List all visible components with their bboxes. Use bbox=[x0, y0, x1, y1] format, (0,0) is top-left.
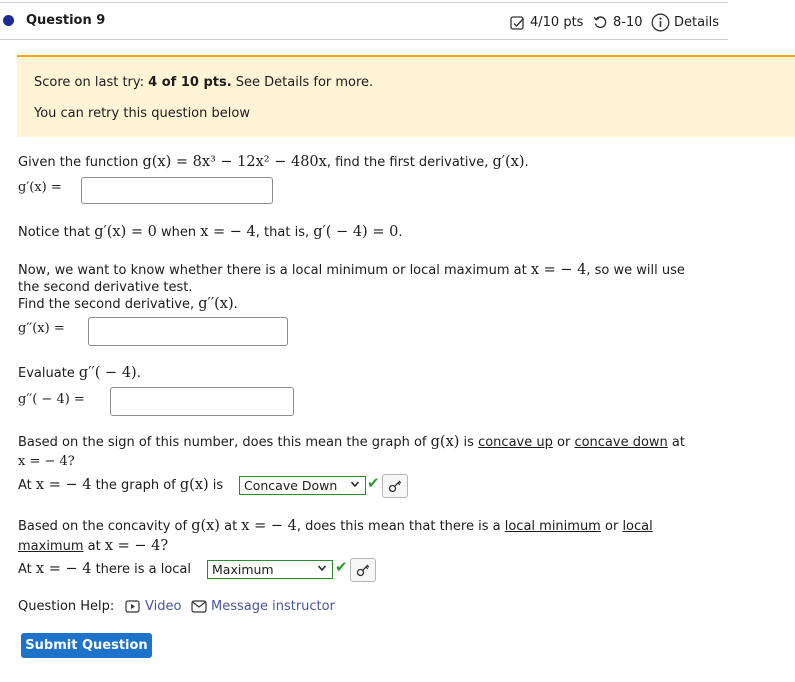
concavity-select[interactable] bbox=[239, 476, 366, 495]
notice-text: Notice that g′(x) = 0 when x = − 4, that is, g′( − 4) = 0. bbox=[18, 224, 403, 240]
prompt-second-derivative: Find the second derivative, g′′(x). bbox=[18, 296, 238, 312]
header-top-divider bbox=[0, 2, 728, 3]
points-display: 4/10 pts bbox=[530, 15, 584, 30]
header-bottom-divider bbox=[0, 39, 728, 40]
first-derivative-input[interactable] bbox=[81, 177, 273, 204]
retry-icon bbox=[593, 15, 608, 34]
details-link[interactable]: Details bbox=[674, 15, 720, 30]
extremum-question-cont: maximum at x = − 4? bbox=[18, 538, 169, 554]
first-derivative-label: g′(x) = bbox=[18, 180, 62, 195]
prompt-evaluate: Evaluate g′′( − 4). bbox=[18, 365, 141, 381]
concavity-select-value: Concave Down bbox=[244, 478, 338, 493]
key-button[interactable] bbox=[382, 474, 408, 498]
retry-notice: You can retry this question below bbox=[34, 106, 250, 121]
chevron-down-icon bbox=[350, 479, 360, 492]
info-icon[interactable] bbox=[651, 13, 670, 36]
local-maximum-link[interactable]: local bbox=[622, 519, 653, 534]
submit-question-button[interactable]: Submit Question bbox=[21, 633, 152, 658]
key-icon bbox=[356, 563, 370, 581]
score-summary: Score on last try: 4 of 10 pts. See Details for more. bbox=[34, 75, 374, 90]
evaluate-label: g′′( − 4) = bbox=[18, 392, 85, 407]
video-icon bbox=[125, 600, 140, 617]
local-minimum-link[interactable]: local minimum bbox=[504, 519, 601, 534]
concave-up-link[interactable]: concave up bbox=[478, 435, 553, 450]
concave-down-link[interactable]: concave down bbox=[574, 435, 668, 450]
evaluate-input[interactable] bbox=[110, 387, 294, 416]
local-maximum-link-cont[interactable]: maximum bbox=[18, 539, 84, 554]
concavity-answer-text: At x = − 4 the graph of g(x) is bbox=[18, 477, 224, 493]
chevron-down-icon bbox=[317, 563, 327, 576]
question-title: Question 9 bbox=[26, 13, 106, 28]
message-instructor-link[interactable]: Message instructor bbox=[211, 599, 335, 614]
score-notice-box bbox=[17, 55, 795, 137]
checkbox-icon bbox=[510, 16, 525, 35]
prompt-first-derivative: Given the function g(x) = 8x³ − 12x² − 480x, find the first derivative, g′(x). bbox=[18, 154, 529, 170]
extremum-select[interactable] bbox=[207, 560, 333, 579]
second-derivative-input[interactable] bbox=[88, 317, 288, 346]
extremum-question: Based on the concavity of g(x) at x = − 4, does this mean that there is a local minimum or local bbox=[18, 518, 653, 534]
second-derivative-test-text: the second derivative test. bbox=[18, 280, 193, 295]
question-status-dot bbox=[3, 15, 14, 26]
extremum-select-value: Maximum bbox=[212, 562, 274, 577]
correct-check-icon: ✔ bbox=[367, 474, 380, 492]
second-derivative-intro: Now, we want to know whether there is a local minimum or local maximum at x = − 4, so we will use bbox=[18, 262, 685, 278]
attempts-display: 8-10 bbox=[613, 15, 643, 30]
key-icon bbox=[388, 479, 402, 497]
mail-icon bbox=[191, 600, 207, 617]
second-derivative-label: g′′(x) = bbox=[18, 321, 65, 336]
question-help-label: Question Help: bbox=[18, 599, 115, 614]
extremum-answer-text: At x = − 4 there is a local bbox=[18, 561, 192, 577]
concavity-question: Based on the sign of this number, does this mean the graph of g(x) is concave up or concave down at bbox=[18, 434, 685, 450]
concavity-question-cont: x = − 4? bbox=[18, 454, 75, 469]
video-link[interactable]: Video bbox=[145, 599, 182, 614]
key-button[interactable] bbox=[350, 558, 376, 582]
correct-check-icon: ✔ bbox=[335, 558, 348, 576]
